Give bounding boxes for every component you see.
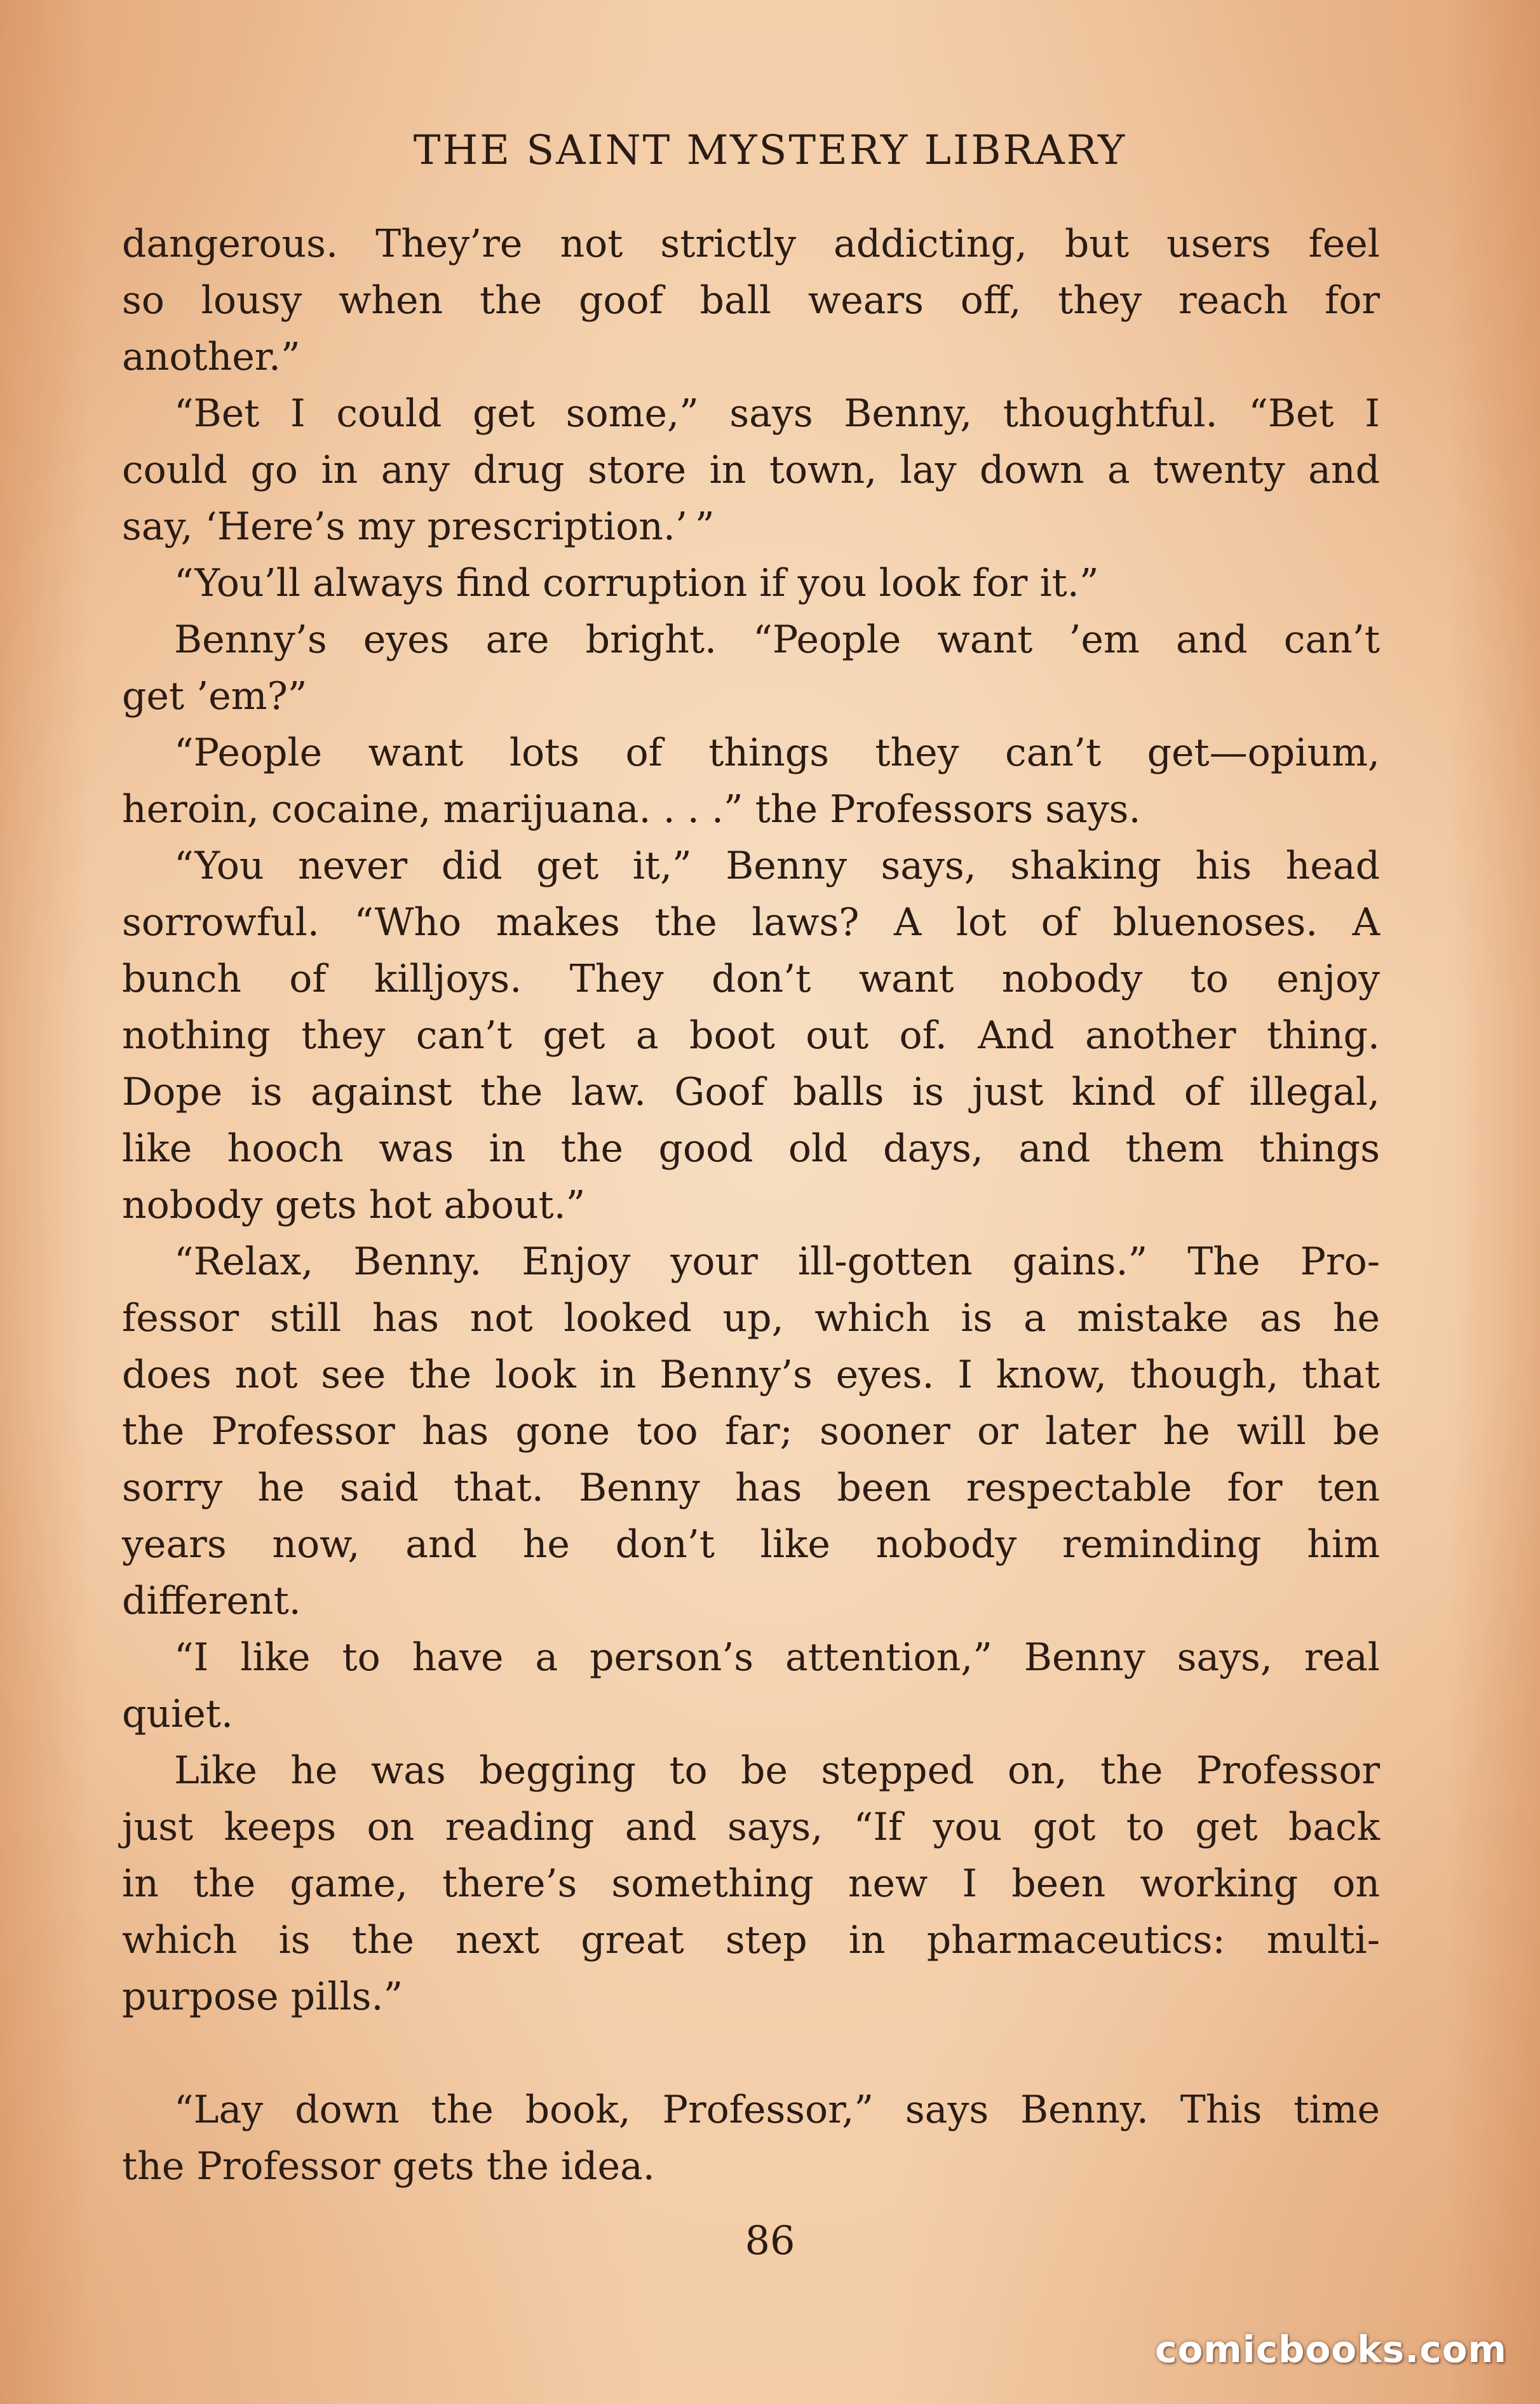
- text-line: purpose pills.”: [122, 1975, 403, 2019]
- paragraph-gap: [122, 2025, 1380, 2082]
- text-line: the Professor gets the idea.: [122, 2144, 655, 2189]
- text-line: the Professor has gone too far; sooner or later he will be: [122, 1409, 1380, 1454]
- text-line: in the game, there’s something new I been working on: [122, 1861, 1380, 1906]
- text-line: so lousy when the goof ball wears off, they reach for: [122, 278, 1380, 323]
- text-line: “You never did get it,” Benny says, shaking his head: [174, 844, 1380, 888]
- page-number: 86: [745, 2217, 795, 2264]
- text-line: like hooch was in the good old days, and them things: [122, 1126, 1380, 1171]
- text-line: fessor still has not looked up, which is a mistake as he: [122, 1296, 1380, 1340]
- text-line: “You’ll always find corruption if you look for it.”: [174, 561, 1099, 605]
- text-line: “Lay down the book, Professor,” says Benny. This time: [174, 2088, 1380, 2132]
- text-line: sorrowful. “Who makes the laws? A lot of bluenoses. A: [122, 900, 1380, 945]
- text-line: get ’em?”: [122, 674, 307, 719]
- text-line: “Bet I could get some,” says Benny, thoughtful. “Bet I: [174, 391, 1380, 436]
- text-line: does not see the look in Benny’s eyes. I know, though, that: [122, 1353, 1380, 1397]
- text-line: sorry he said that. Benny has been respectable for ten: [122, 1466, 1380, 1510]
- text-line: “I like to have a person’s attention,” Benny says, real: [174, 1635, 1380, 1680]
- text-line: “People want lots of things they can’t get—opium,: [174, 731, 1380, 775]
- text-line: Like he was begging to be stepped on, the Professor: [174, 1748, 1380, 1793]
- watermark-logo: comicbooks.com: [1155, 2328, 1507, 2371]
- running-head: THE SAINT MYSTERY LIBRARY: [413, 127, 1127, 174]
- text-line: say, ‘Here’s my prescription.’ ”: [122, 504, 715, 549]
- text-line: “Relax, Benny. Enjoy your ill-gotten gains.” The Pro-: [174, 1239, 1380, 1284]
- text-line: nobody gets hot about.”: [122, 1183, 586, 1227]
- text-line: years now, and he don’t like nobody reminding him: [122, 1522, 1380, 1567]
- text-line: bunch of killjoys. They don’t want nobody to enjoy: [122, 957, 1380, 1001]
- text-line: Dope is against the law. Goof balls is just kind of illegal,: [122, 1070, 1380, 1114]
- text-line: quiet.: [122, 1692, 233, 1736]
- text-line: dangerous. They’re not strictly addicting, but users feel: [122, 222, 1380, 266]
- text-line: nothing they can’t get a boot out of. And another thing.: [122, 1013, 1380, 1058]
- text-line: which is the next great step in pharmaceutics: multi-: [122, 1918, 1380, 1962]
- text-line: just keeps on reading and says, “If you got to get back: [122, 1805, 1380, 1849]
- body-text: [122, 216, 1380, 2195]
- text-line: different.: [122, 1579, 301, 1623]
- text-line: Benny’s eyes are bright. “People want ’em and can’t: [174, 618, 1380, 662]
- text-line: another.”: [122, 335, 301, 379]
- text-line: could go in any drug store in town, lay down a twenty and: [122, 448, 1380, 492]
- text-line: heroin, cocaine, marijuana. . . .” the Professors says.: [122, 787, 1141, 832]
